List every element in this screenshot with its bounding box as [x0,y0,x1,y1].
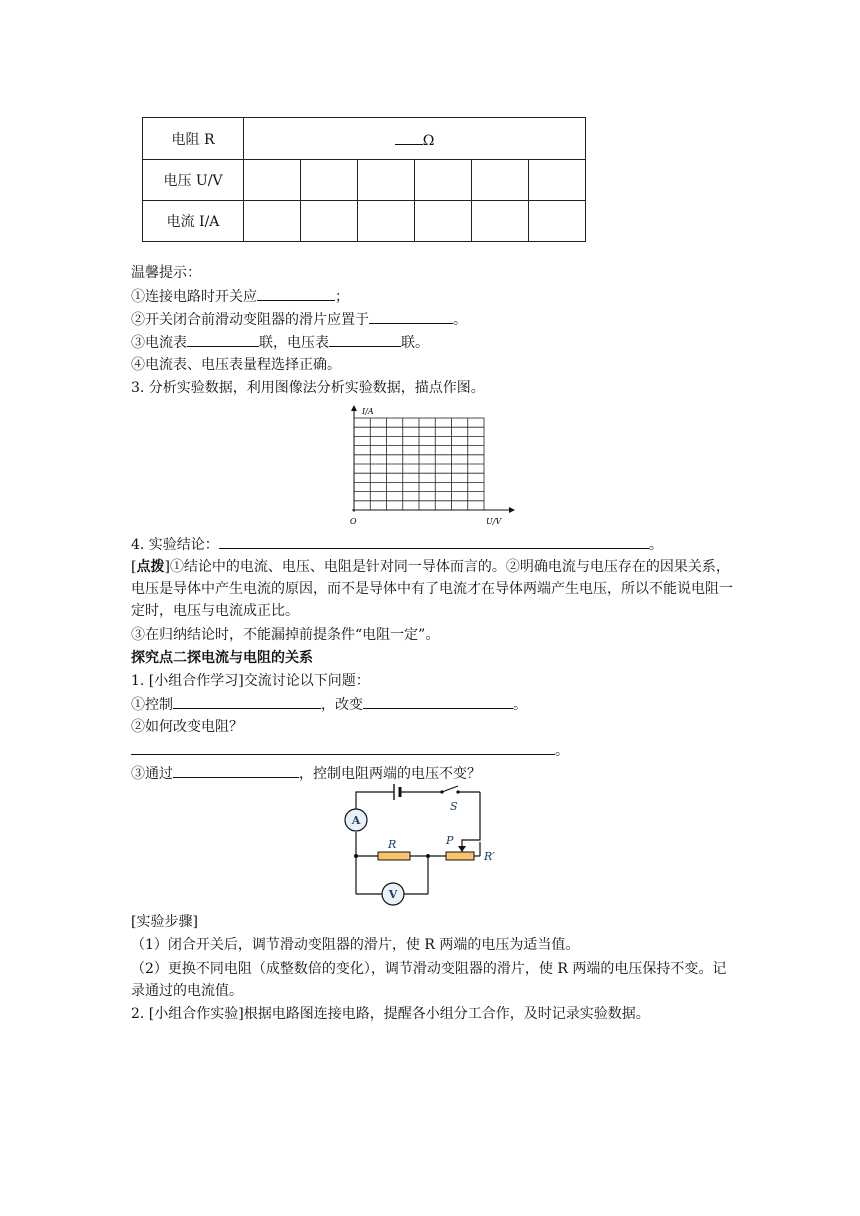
tip-item-3: ③电流表 联，电压表 联。 [131,332,429,353]
resistance-value-cell [244,118,586,160]
resistor-symbol [378,852,410,860]
voltmeter-symbol [382,883,404,905]
table-row [143,160,586,201]
question-3: ③通过 ，控制电阻两端的电压不变？ [131,763,481,784]
question-2-answer: 。 [131,740,569,761]
origin-label: O [350,517,357,526]
fill-blank[interactable] [329,332,401,347]
hint-paragraph: [点拨]①结论中的电流、电压、电阻是针对同一导体而言的。②明确电流与电压存在的因果关系，电压是导体中产生电流的原因，而不是导体中有了电流才在导体两端产生电压，所以不能说电阻一定时，电压与电流成正比。 [131,559,733,619]
question-2: ②如何改变电阻？ [131,719,243,735]
ohm-unit: Ω [422,132,435,149]
circuit-diagram [338,782,518,914]
slider-arrow [458,846,466,852]
resistor-label: R [388,838,397,851]
fill-blank[interactable] [257,286,335,301]
data-table [142,117,586,242]
step-4: 4. 实验结论： 。 [131,534,663,555]
section-2-title: 探究点二探电流与电阻的关系 [131,650,313,666]
table-cell[interactable] [472,160,529,201]
x-axis-label: U/V [486,517,502,526]
steps-title: [实验步骤] [131,914,198,930]
y-axis-label: I/A [362,407,374,416]
table-cell[interactable] [301,160,358,201]
table-header-voltage: 电压 U/V [143,160,244,201]
svg-text:A: A [351,814,361,827]
hint-tag: [点拨] [131,559,170,575]
fill-blank[interactable] [173,763,299,778]
tip-item-2: ②开关闭合前滑动变阻器的滑片应置于 。 [131,309,467,330]
step-3: 3. 分析实验数据，利用图像法分析实验数据，描点作图。 [131,380,485,396]
table-row [143,118,586,160]
step-1: （1）闭合开关后，调节滑动变阻器的滑片，使 R 两端的电压为适当值。 [131,937,580,953]
fill-blank[interactable] [173,694,321,709]
answer-blank[interactable] [131,740,555,755]
table-header-resistance: 电阻 R [143,118,244,160]
table-cell[interactable] [529,160,586,201]
table-cell[interactable] [472,201,529,242]
question-intro: 1. [小组合作学习]交流讨论以下问题： [131,673,370,689]
table-row [143,201,586,242]
table-cell[interactable] [415,201,472,242]
fill-blank[interactable] [363,694,513,709]
resistance-blank[interactable] [395,129,423,145]
table-cell[interactable] [244,160,301,201]
tip-item-4: ④电流表、电压表量程选择正确。 [131,357,341,373]
table-cell[interactable] [415,160,472,201]
table-header-current: 电流 I/A [143,201,244,242]
tips-title: 温馨提示： [131,265,201,281]
ammeter-symbol [345,809,367,831]
conclusion-blank[interactable] [219,534,649,549]
graph-grid[interactable] [354,418,484,510]
svg-text:V: V [388,888,398,901]
table-cell[interactable] [529,201,586,242]
blank-graph [340,402,520,528]
table-cell[interactable] [358,201,415,242]
final-step: 2. [小组合作实验]根据电路图连接电路，提醒各小组分工合作，及时记录实验数据。 [131,1006,650,1022]
tip-item-1: ①连接电路时开关应 ； [131,286,349,307]
slider-label: P [446,834,454,847]
rheostat-label: R′ [484,850,495,863]
table-cell[interactable] [244,201,301,242]
step-2: （2）更换不同电阻（成整数倍的变化），调节滑动变阻器的滑片，使 R 两端的电压保持不变。记录通过的电流值。 [131,961,727,999]
question-1: ①控制 ，改变 。 [131,694,527,715]
fill-blank[interactable] [187,332,259,347]
rheostat-symbol [446,852,474,860]
switch-label: S [450,800,458,813]
table-cell[interactable] [301,201,358,242]
fill-blank[interactable] [369,309,453,324]
table-cell[interactable] [358,160,415,201]
hint-point-3: ③在归纳结论时，不能漏掉前提条件“电阻一定”。 [131,627,440,643]
